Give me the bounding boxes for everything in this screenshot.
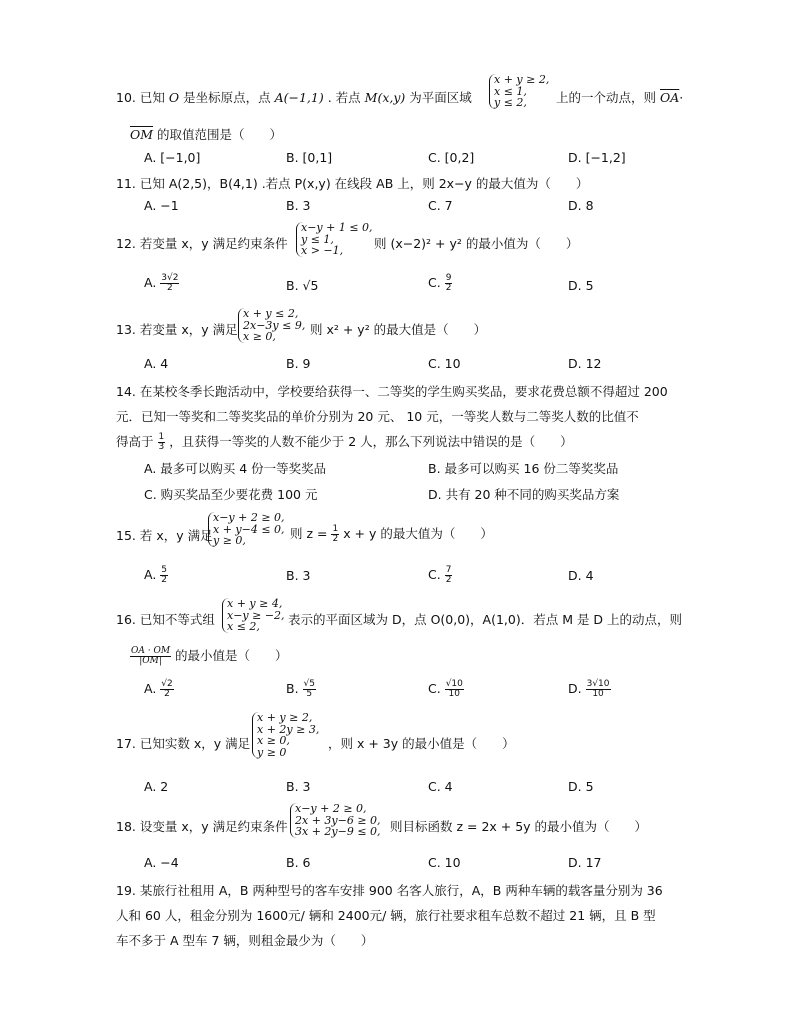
q16-b-num: √5 <box>303 679 316 689</box>
q13-option-a: A. 4 <box>144 356 169 371</box>
q14-line3 <box>116 432 573 452</box>
q13-sys-2: 2x−3y ≤ 9, <box>243 318 306 332</box>
q12-c-den: 2 <box>445 283 452 293</box>
q10-line2 <box>130 125 282 143</box>
q12-text-pre: 12. 若变量 x，y 满足约束条件 <box>116 236 288 251</box>
q16-option-c-label: C. <box>428 681 441 696</box>
q10-sys-3: y ≤ 2, <box>494 96 527 109</box>
q12-option-c-frac <box>445 274 453 293</box>
q14-option-c: C. 购买奖品至少要花费 100 元 <box>144 487 318 502</box>
q16-c-den: 10 <box>448 689 460 699</box>
q15-post-b: x + y 的最大值为（ ） <box>343 526 493 541</box>
q14-option-d: D. 共有 20 种不同的购买奖品方案 <box>428 487 620 502</box>
q16-expr-den: |OM| <box>139 656 162 666</box>
q12-text-post: 则 (x−2)² + y² 的最小值为（ ） <box>374 236 579 251</box>
q10-sys-1: x + y ≥ 2, <box>494 73 550 86</box>
q12-a-num: 3√2 <box>161 273 179 283</box>
q10-text-c: . 若点 <box>327 90 361 105</box>
q17-sys-2: x + 2y ≥ 3, <box>257 722 320 736</box>
q10-option-c: C. [0,2] <box>428 150 475 165</box>
q12-option-b: B. √5 <box>286 278 319 293</box>
q16-option-b-frac <box>303 680 316 699</box>
q13-option-c: C. 10 <box>428 356 461 371</box>
q15-post-a: 则 z = <box>290 526 328 541</box>
q16-option-c-frac <box>445 680 464 699</box>
q15-sys-1: x−y + 2 ≥ 0, <box>213 511 285 524</box>
q18-sys-3: 3x + 2y−9 ≤ 0, <box>295 825 381 838</box>
q10-dot: · <box>679 90 684 105</box>
q17-option-d: D. 5 <box>568 779 594 794</box>
q16-option-d-frac <box>586 680 611 699</box>
q17-text-pre: 17. 已知实数 x，y 满足 <box>116 736 251 751</box>
q10-vec-oa: $\overline{OA}$ <box>660 90 680 105</box>
q10-point-a: A(−1,1) <box>274 90 324 105</box>
q12-option-a-frac <box>160 274 179 293</box>
q11-option-d: D. 8 <box>568 198 594 213</box>
q15-fraction <box>331 525 339 544</box>
q15-option-d: D. 4 <box>568 568 594 583</box>
q10-point-m: M(x,y) <box>364 90 406 105</box>
q12-sys-1: x−y + 1 ≤ 0, <box>301 221 373 234</box>
q12-option-a <box>144 274 179 293</box>
q10-option-d: D. [−1,2] <box>568 150 626 165</box>
q15-frac-den: 2 <box>332 534 339 544</box>
q16-line2 <box>130 646 288 666</box>
q15-option-c-frac <box>445 566 453 585</box>
q16-d-num: 3√10 <box>586 679 610 689</box>
q18-system <box>290 803 381 838</box>
q17-option-a: A. 2 <box>144 779 169 794</box>
q12-option-c-label: C. <box>428 275 441 290</box>
q18-sys-2: 2x + 3y−6 ≥ 0, <box>295 813 381 827</box>
q16-option-a-frac <box>160 680 173 699</box>
q16-c-num: √10 <box>445 679 463 689</box>
q10-option-b: B. [0,1] <box>286 150 333 165</box>
q17-sys-1: x + y ≥ 2, <box>257 711 313 724</box>
q12-c-num: 9 <box>445 273 452 283</box>
q17-option-c: C. 4 <box>428 779 453 794</box>
q18-sys-1: x−y + 2 ≥ 0, <box>295 802 367 815</box>
q16-line2-text: 的最小值是（ ） <box>175 648 288 663</box>
q12-option-a-label: A. <box>144 275 157 290</box>
q10-sys-2: x ≤ 1, <box>494 84 527 98</box>
q18-option-d: D. 17 <box>568 855 602 870</box>
q14-fraction <box>158 433 166 452</box>
q15-c-num: 7 <box>445 565 452 575</box>
q17-sys-4: y ≥ 0 <box>257 745 287 759</box>
q10-option-a: A. [−1,0] <box>144 150 201 165</box>
q14-option-b: B. 最多可以购买 16 份二等奖奖品 <box>428 461 619 476</box>
q19-line3: 车不多于 A 型车 7 辆，则租金最少为（ ） <box>116 933 374 948</box>
q15-c-den: 2 <box>445 575 452 585</box>
q16-option-d-label: D. <box>568 681 582 696</box>
q14-line3-a: 得高于 <box>116 434 154 449</box>
q15-option-a-frac <box>160 566 168 585</box>
q11-option-c: C. 7 <box>428 198 453 213</box>
q10-text-d: 为平面区域 <box>409 90 472 105</box>
q15-option-c <box>428 566 452 585</box>
q17-sys-3: x ≥ 0, <box>257 734 290 747</box>
q12-system <box>296 222 373 257</box>
q10-line1-tail <box>556 88 683 106</box>
q16-option-c <box>428 680 464 699</box>
q18-option-b: B. 6 <box>286 855 311 870</box>
q15-a-den: 2 <box>161 575 168 585</box>
q13-text-pre: 13. 若变量 x，y 满足 <box>116 322 238 337</box>
q12-a-den: 2 <box>167 283 173 293</box>
q15-sys-3: y ≥ 0, <box>213 534 246 547</box>
q16-sys-2: x−y ≥ −2, <box>227 608 285 622</box>
q16-sys-3: x ≤ 2, <box>227 620 260 633</box>
q15-frac-num: 1 <box>332 524 339 534</box>
q16-option-d <box>568 680 611 699</box>
q11-text: 11. 已知 A(2,5)，B(4,1) .若点 P(x,y) 在线段 AB 上，则 2x−y 的最大值为（ ） <box>116 176 589 191</box>
q10-text-a: 10. 已知 <box>116 90 165 105</box>
q10-vec-om: $\overline{OM}$ <box>130 127 154 142</box>
q17-option-b: B. 3 <box>286 779 311 794</box>
q12-option-c <box>428 274 452 293</box>
q16-system <box>222 598 285 633</box>
q10-system <box>489 74 549 109</box>
q15-sys-2: x + y−4 ≤ 0, <box>213 522 285 536</box>
q12-sys-3: x > −1, <box>301 244 344 257</box>
q14-line1: 14. 在某校冬季长跑活动中，学校要给获得一、二等奖的学生购买奖品，要求花费总额不得超过 200 <box>116 384 668 399</box>
q10-line1 <box>116 88 472 106</box>
q11-option-a: A. −1 <box>144 198 179 213</box>
q12-option-d: D. 5 <box>568 278 594 293</box>
q16-a-num: √2 <box>161 679 173 689</box>
q16-option-b-label: B. <box>286 681 299 696</box>
q14-line3-b: ，且获得一等奖的人数不能少于 2 人，那么下列说法中错误的是（ ） <box>169 434 573 449</box>
q15-text-pre: 15. 若 x，y 满足 <box>116 528 213 543</box>
q15-option-c-label: C. <box>428 567 441 582</box>
q13-text-post: 则 x² + y² 的最大值是（ ） <box>310 322 487 337</box>
q15-option-a-label: A. <box>144 567 157 582</box>
q10-text-e: 上的一个动点，则 <box>556 90 657 105</box>
q14-option-a: A. 最多可以购买 4 份一等奖奖品 <box>144 461 327 476</box>
q17-system <box>252 712 319 758</box>
q13-sys-3: x ≥ 0, <box>243 330 276 343</box>
q16-b-den: 5 <box>306 689 313 699</box>
q13-option-b: B. 9 <box>286 356 311 371</box>
q16-option-b <box>286 680 316 699</box>
q14-frac-num: 1 <box>158 432 165 442</box>
q12-sys-2: y ≤ 1, <box>301 232 334 246</box>
q16-a-den: 2 <box>164 689 170 699</box>
q14-frac-den: 3 <box>158 442 165 452</box>
q14-line2: 元．已知一等奖和二等奖奖品的单价分别为 20 元、 10 元，一等奖人数与二等奖人数的比值不 <box>116 409 639 424</box>
q19-line1: 19. 某旅行社租用 A，B 两种型号的客车安排 900 名客人旅行，A，B 两种车辆的载客量分别为 36 <box>116 883 663 898</box>
q18-text-post: 则目标函数 z = 2x + 5y 的最小值为（ ） <box>390 819 648 834</box>
q10-o: O <box>168 90 180 105</box>
q16-option-a <box>144 680 174 699</box>
q15-text-post <box>290 524 493 544</box>
q13-option-d: D. 12 <box>568 356 602 371</box>
q16-option-a-label: A. <box>144 681 157 696</box>
q16-d-den: 10 <box>592 689 604 699</box>
q16-text-pre: 16. 已知不等式组 <box>116 612 215 627</box>
q15-option-b: B. 3 <box>286 568 311 583</box>
q13-system <box>238 308 305 343</box>
q10-text-b: 是坐标原点，点 <box>183 90 271 105</box>
q19-line2: 人和 60 人，租金分别为 1600元/ 辆和 2400元/ 辆，旅行社要求租车总数不超过 21 辆，且 B 型 <box>116 908 656 923</box>
q18-option-a: A. −4 <box>144 855 179 870</box>
q18-option-c: C. 10 <box>428 855 461 870</box>
q10-text-f: 的取值范围是（ ） <box>157 127 283 142</box>
q15-system <box>208 512 285 547</box>
q16-expr-num: OA · OM <box>131 646 171 656</box>
q16-text-post: 表示的平面区域为 D，点 O(0,0)，A(1,0)．若点 M 是 D 上的动点，则 <box>288 612 683 627</box>
q13-sys-1: x + y ≤ 2, <box>243 307 299 320</box>
q11-option-b: B. 3 <box>286 198 311 213</box>
q18-text-pre: 18. 设变量 x，y 满足约束条件 <box>116 819 288 834</box>
q16-expression <box>130 647 171 666</box>
q16-sys-1: x + y ≥ 4, <box>227 597 283 610</box>
q15-a-num: 5 <box>161 565 168 575</box>
q15-option-a <box>144 566 168 585</box>
q17-text-post: ，则 x + 3y 的最小值是（ ） <box>328 736 515 751</box>
